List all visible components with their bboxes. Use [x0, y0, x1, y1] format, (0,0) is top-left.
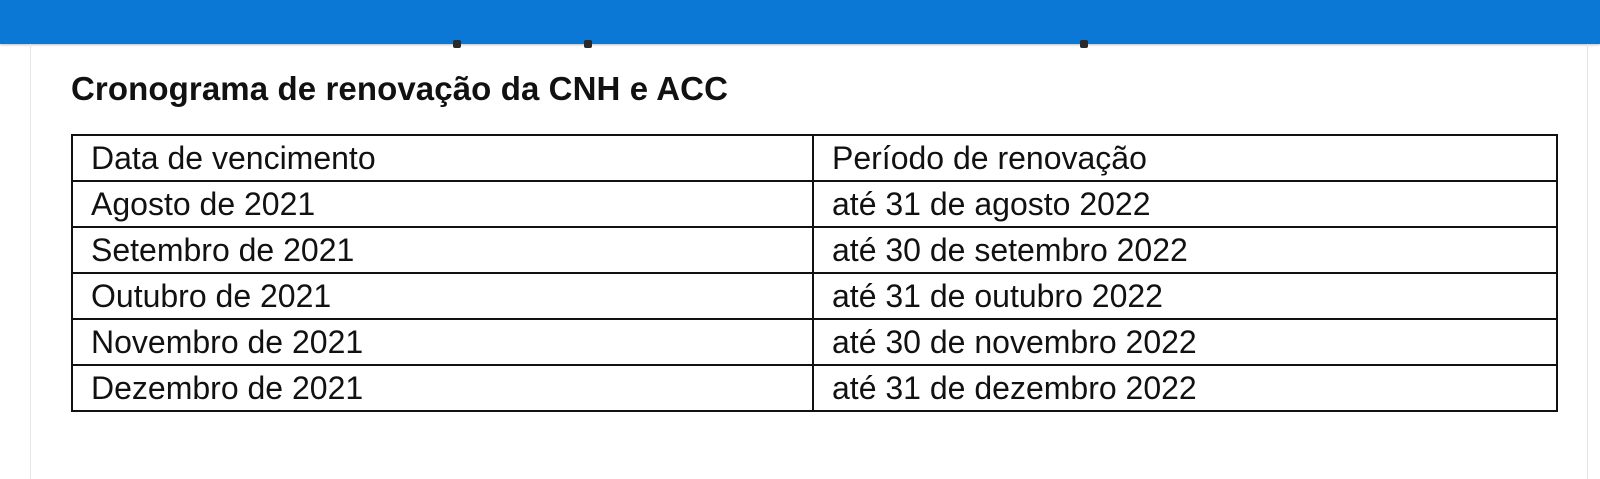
renewal-period-cell: até 30 de setembro 2022	[813, 227, 1557, 273]
renewal-period-cell: até 31 de dezembro 2022	[813, 365, 1557, 411]
page-right-edge	[1587, 44, 1588, 479]
expiry-date-cell: Agosto de 2021	[72, 181, 813, 227]
clipped-text-line	[0, 38, 1600, 48]
page-left-edge	[30, 44, 31, 479]
renewal-schedule-table	[71, 134, 1558, 412]
table-header-row	[72, 135, 1557, 181]
document-title: Cronograma de renovação da CNH e ACC	[71, 70, 729, 107]
column-header-renewal-period: Período de renovação	[813, 135, 1557, 181]
expiry-date-cell: Setembro de 2021	[72, 227, 813, 273]
table-row	[72, 365, 1557, 411]
renewal-period-cell: até 31 de outubro 2022	[813, 273, 1557, 319]
table-row	[72, 273, 1557, 319]
table-row	[72, 319, 1557, 365]
renewal-period-cell: até 31 de agosto 2022	[813, 181, 1557, 227]
column-header-expiry-date: Data de vencimento	[72, 135, 813, 181]
clipped-glyph	[584, 40, 592, 48]
table-row	[72, 227, 1557, 273]
expiry-date-cell: Novembro de 2021	[72, 319, 813, 365]
renewal-period-cell: até 30 de novembro 2022	[813, 319, 1557, 365]
expiry-date-cell: Dezembro de 2021	[72, 365, 813, 411]
expiry-date-cell: Outubro de 2021	[72, 273, 813, 319]
clipped-glyph	[1080, 40, 1088, 48]
table-row	[72, 181, 1557, 227]
clipped-glyph	[453, 40, 461, 48]
